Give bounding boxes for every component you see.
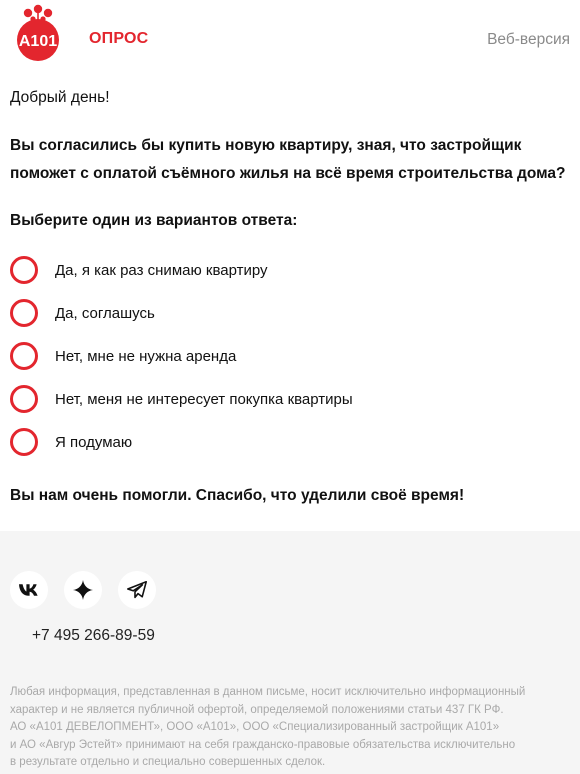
greeting: Добрый день! (10, 89, 110, 106)
survey-label[interactable]: ОПРОС (89, 30, 149, 47)
radio-circle-icon[interactable] (10, 256, 38, 284)
email-footer (0, 531, 580, 774)
web-version-link[interactable]: Веб-версия (487, 31, 570, 48)
thanks-message: Вы нам очень помогли. Спасибо, что уделили своё время! (10, 487, 465, 504)
phone-number[interactable]: +7 495 266-89-59 (32, 627, 155, 644)
vk-icon (18, 583, 40, 597)
a101-logo[interactable] (11, 4, 65, 62)
disclaimer-line: в результате отдельно и специально совершенных сделок. (10, 756, 326, 768)
answer-option-label: Да, я как раз снимаю квартиру (55, 261, 268, 279)
answer-option[interactable] (10, 299, 570, 327)
disclaimer-line: характер и не является публичной офертой, определяемой положениями статьи 437 ГК РФ. (10, 703, 504, 716)
radio-circle-icon[interactable] (10, 385, 38, 413)
answer-option-label: Я подумаю (55, 433, 133, 451)
survey-question: Вы согласились бы купить новую квартиру, зная, что застройщик поможет с оплатой съёмного жилья на всё время строительства дома? (10, 137, 566, 182)
sparkle-icon (73, 580, 93, 600)
answer-option[interactable] (10, 342, 570, 370)
radio-circle-icon[interactable] (10, 342, 38, 370)
answer-option-label: Да, соглашусь (55, 304, 155, 322)
telegram-icon (127, 581, 147, 599)
answer-option[interactable] (10, 428, 570, 456)
social-links (10, 571, 172, 609)
disclaimer-line: АО «А101 ДЕВЕЛОПМЕНТ», ООО «А101», ООО «Специализированный застройщик А101» (10, 721, 500, 733)
answer-option[interactable] (10, 385, 570, 413)
disclaimer-line: и АО «Авгур Эстейт» принимают на себя гражданско-правовые обязательства исключительно (10, 738, 516, 751)
answer-option-label: Нет, мне не нужна аренда (55, 347, 237, 365)
email-header (0, 0, 580, 80)
radio-circle-icon[interactable] (10, 299, 38, 327)
disclaimer-line: Любая информация, представленная в данном письме, носит исключительно информационный (10, 686, 526, 698)
sparkle-link[interactable] (64, 571, 102, 609)
logo-text: А101 (18, 33, 58, 50)
answer-options (10, 256, 570, 471)
radio-circle-icon[interactable] (10, 428, 38, 456)
telegram-link[interactable] (118, 571, 156, 609)
vk-link[interactable] (10, 571, 48, 609)
legal-disclaimer (10, 684, 550, 772)
instruction-text: Выберите один из вариантов ответа: (10, 212, 298, 229)
answer-option-label: Нет, меня не интересует покупка квартиры (55, 390, 353, 408)
answer-option[interactable] (10, 256, 570, 284)
